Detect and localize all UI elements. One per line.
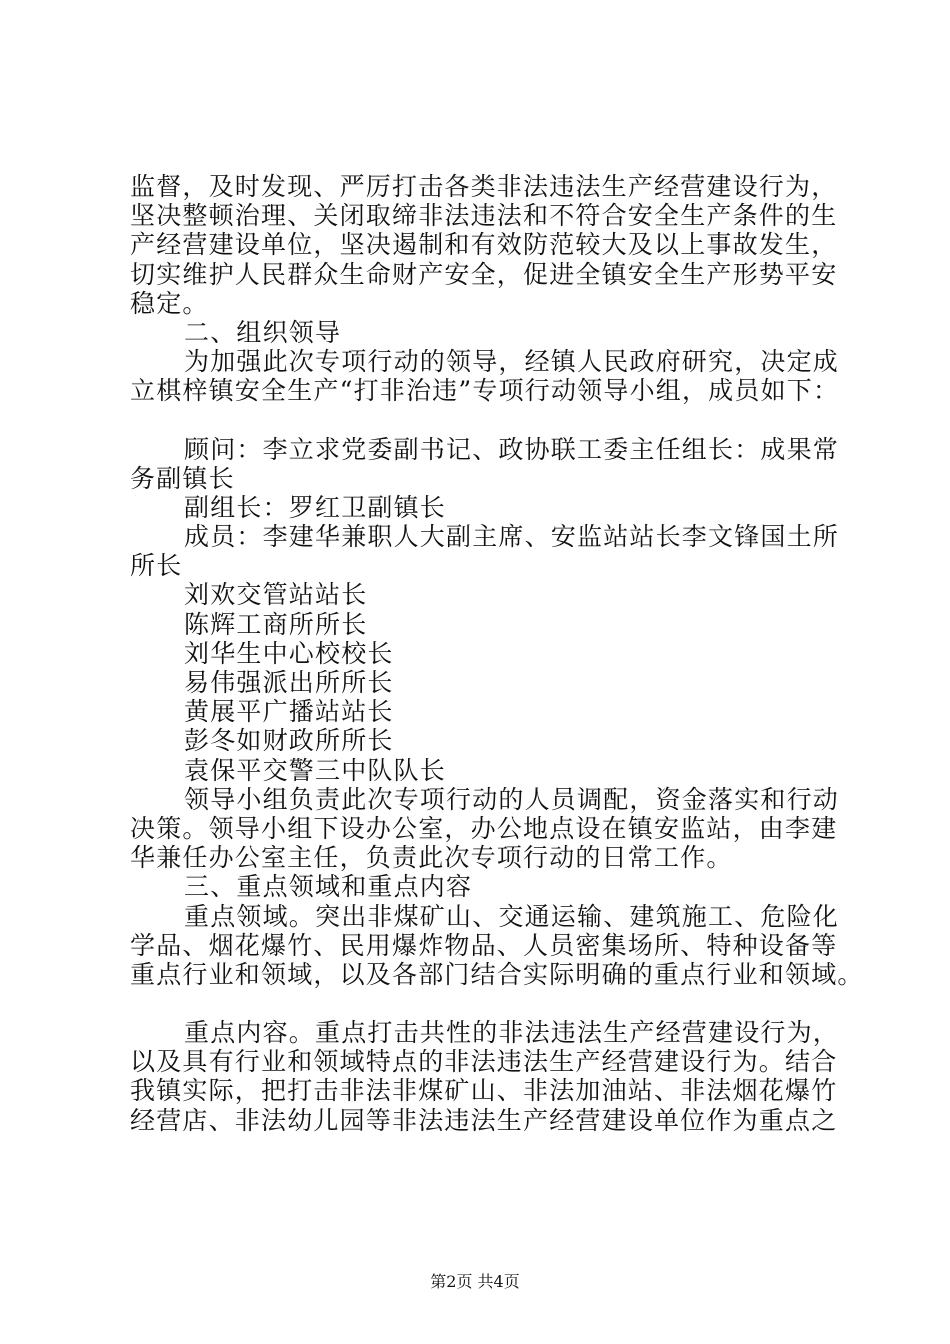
text-line: 监督，及时发现、严厉打击各类非法违法生产经营建设行为， [130, 172, 838, 201]
member-line: 易伟强派出所所长 [184, 668, 394, 697]
text-line: 领导小组负责此次专项行动的人员调配，资金落实和行动 [184, 784, 840, 814]
document-body [130, 172, 864, 1135]
text-line: 副组长：罗红卫副镇长 [184, 492, 447, 522]
text-line: 为加强此次专项行动的领导，经镇人民政府研究，决定成 [184, 347, 840, 377]
paragraph-gap [130, 989, 838, 1018]
text-line: 学品、烟花爆竹、民用爆炸物品、人员密集场所、特种设备等 [130, 930, 838, 960]
page-number-footer: 第2页 共4页 [430, 1272, 520, 1291]
text-line: 经营店、非法幼儿园等非法违法生产经营建设单位作为重点之 [130, 1105, 838, 1135]
text-line: 所长 [130, 551, 183, 581]
member-line: 刘欢交管站站长 [184, 580, 368, 610]
text-line: 切实维护人民群众生命财产安全，促进全镇安全生产形势平安 [130, 259, 838, 289]
member-line: 黄展平广播站站长 [184, 697, 394, 727]
text-line: 重点内容。重点打击共性的非法违法生产经营建设行为， [184, 1018, 840, 1048]
text-line: 立棋梓镇安全生产“打非治违”专项行动领导小组，成员如下： [130, 376, 840, 406]
text-line: 我镇实际，把打击非法非煤矿山、非法加油站、非法烟花爆竹 [130, 1076, 838, 1106]
section-heading-key-areas: 三、重点领域和重点内容 [184, 872, 473, 902]
text-line: 决策。领导小组下设办公室，办公地点设在镇安监站，由李建 [130, 813, 838, 843]
text-line: 以及具有行业和领域特点的非法违法生产经营建设行为。结合 [130, 1047, 838, 1077]
paragraph-gap [130, 406, 838, 435]
text-line: 重点领域。突出非煤矿山、交通运输、建筑施工、危险化 [184, 901, 840, 931]
section-heading-organization: 二、组织领导 [184, 317, 342, 347]
member-line: 刘华生中心校校长 [184, 638, 394, 668]
member-line: 陈辉工商所所长 [184, 609, 368, 639]
member-line: 袁保平交警三中队队长 [184, 755, 447, 785]
text-line: 稳定。 [130, 288, 209, 318]
text-line: 华兼任办公室主任，负责此次专项行动的日常工作。 [130, 843, 733, 873]
member-line: 彭冬如财政所所长 [184, 726, 394, 756]
text-line: 坚决整顿治理、关闭取缔非法违法和不符合安全生产条件的生 [130, 201, 838, 231]
text-line: 成员：李建华兼职人大副主席、安监站站长李文锋国土所 [184, 522, 840, 552]
text-line: 顾问：李立求党委副书记、政协联工委主任组长：成果常 [184, 434, 840, 464]
text-line: 务副镇长 [130, 463, 235, 493]
text-line: 产经营建设单位，坚决遏制和有效防范较大及以上事故发生， [130, 230, 838, 260]
text-line: 重点行业和领域，以及各部门结合实际明确的重点行业和领域。 [130, 959, 864, 989]
